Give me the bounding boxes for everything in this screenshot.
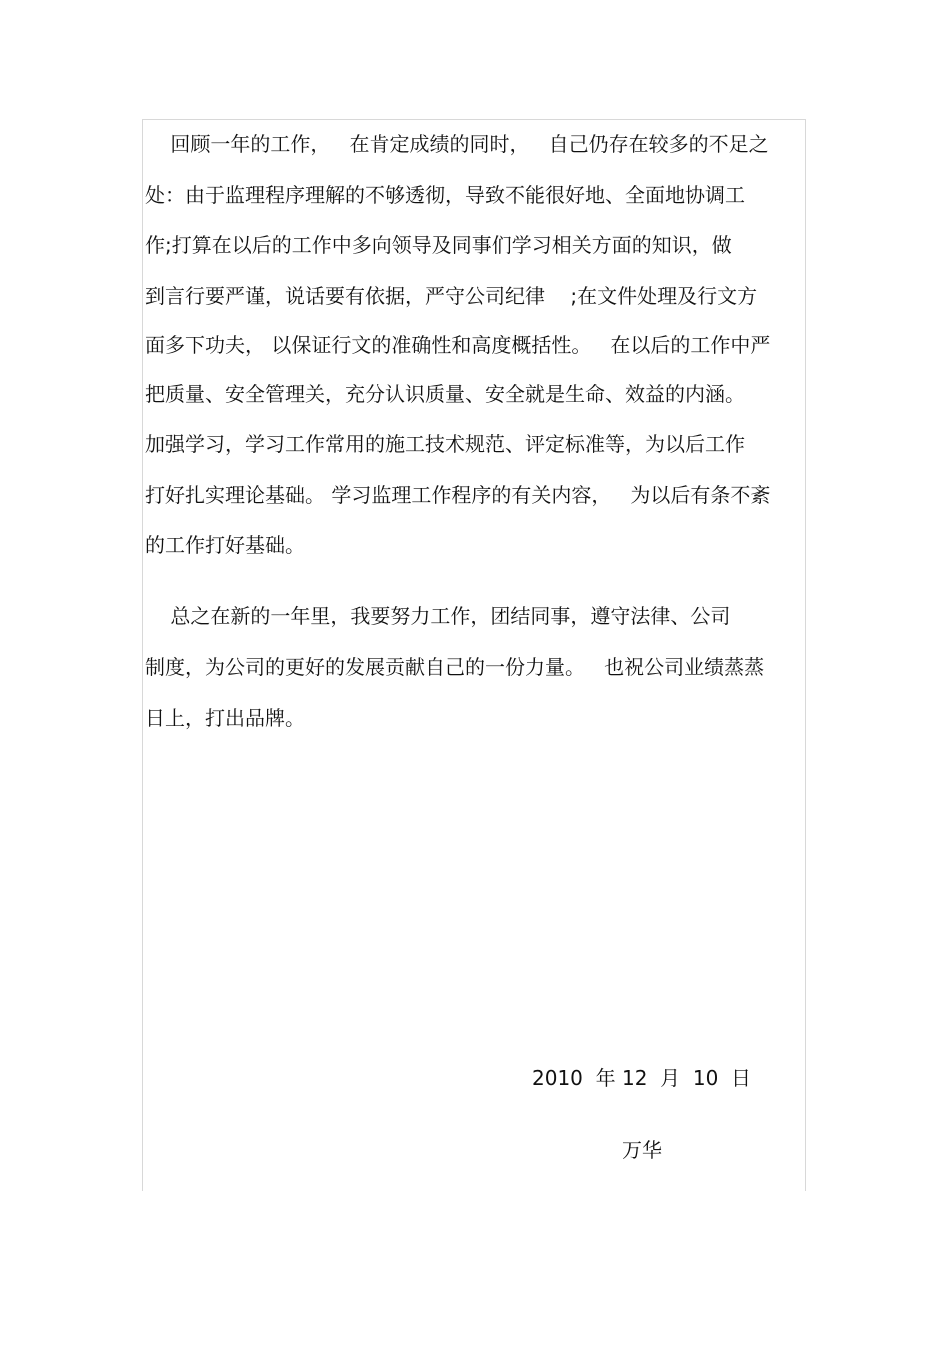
paragraph-line: 作;打算在以后的工作中多向领导及同事们学习相关方面的知识，做	[145, 233, 732, 257]
paragraph-line: 面多下功夫， 以保证行文的准确性和高度概括性。 在以后的工作中严	[145, 333, 771, 357]
paragraph-line: 打好扎实理论基础。 学习监理工作程序的有关内容， 为以后有条不紊	[145, 483, 771, 507]
paragraph-line: 加强学习，学习工作常用的施工技术规范、评定标准等，为以后工作	[145, 432, 745, 456]
paragraph-line: 到言行要严谨，说话要有依据，严守公司纪律 ;在文件处理及行文方	[145, 284, 758, 308]
paragraph-line: 制度，为公司的更好的发展贡献自己的一份力量。 也祝公司业绩蒸蒸	[145, 655, 765, 679]
paragraph-line: 的工作打好基础。	[145, 533, 305, 557]
paragraph-line: 回顾一年的工作， 在肯定成绩的同时， 自己仍存在较多的不足之	[145, 132, 769, 156]
paragraph-line: 处：由于监理程序理解的不够透彻，导致不能很好地、全面地协调工	[145, 183, 745, 207]
closing-date: 2010 年 12 月 10 日	[532, 1066, 752, 1090]
signature: 万华	[622, 1138, 662, 1162]
paragraph-line: 总之在新的一年里，我要努力工作，团结同事，遵守法律、公司	[145, 604, 731, 628]
paragraph-line: 把质量、安全管理关，充分认识质量、安全就是生命、效益的内涵。	[145, 382, 745, 406]
paragraph-line: 日上，打出品牌。	[145, 706, 305, 730]
